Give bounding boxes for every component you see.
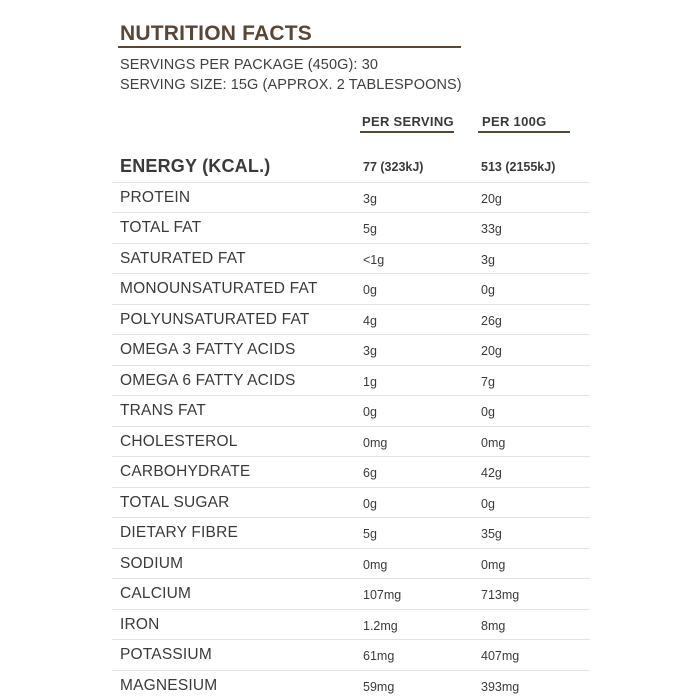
row-label: MONOUNSATURATED FAT (120, 280, 318, 297)
table-row (112, 579, 590, 610)
column-underline-per-serving (360, 131, 454, 133)
column-underline-per-100g (478, 131, 570, 133)
column-header-per-serving: PER SERVING (362, 114, 454, 129)
row-value-per-serving: 5g (363, 222, 377, 236)
table-row (112, 366, 590, 397)
row-value-per-100g: 8mg (481, 618, 506, 633)
row-label: CARBOHYDRATE (120, 463, 251, 480)
row-label: OMEGA 3 FATTY ACIDS (120, 341, 296, 358)
table-row (112, 335, 590, 366)
row-value-per-serving: 4g (363, 313, 377, 328)
row-value-per-100g: 0g (481, 405, 495, 419)
row-value-per-serving: 5g (363, 527, 377, 541)
serving-size: SERVING SIZE: 15G (APPROX. 2 TABLESPOONS) (120, 77, 462, 93)
row-label: DIETARY FIBRE (120, 524, 239, 541)
row-value-per-serving: 0mg (363, 435, 388, 450)
row-value-per-100g: 33g (481, 222, 502, 236)
row-value-per-serving: <1g (363, 252, 385, 267)
row-value-per-100g: 3g (481, 252, 495, 267)
row-label: POLYUNSATURATED FAT (120, 310, 310, 328)
row-value-per-serving: 6g (363, 466, 377, 480)
row-label: IRON (120, 615, 160, 633)
page-title: NUTRITION FACTS (120, 22, 312, 45)
row-value-per-100g: 0mg (481, 435, 506, 450)
row-value-per-serving: 3g (363, 344, 377, 358)
row-label: MAGNESIUM (120, 676, 218, 694)
row-label: TRANS FAT (120, 402, 206, 419)
row-value-per-100g: 713mg (481, 588, 520, 602)
row-label: OMEGA 6 FATTY ACIDS (120, 371, 296, 389)
row-label: CHOLESTEROL (120, 432, 238, 450)
row-value-per-serving: 61mg (363, 649, 395, 663)
servings-per-package: SERVINGS PER PACKAGE (450G): 30 (120, 57, 379, 73)
row-value-per-100g: 7g (481, 374, 495, 389)
row-value-per-serving: 1.2mg (363, 618, 398, 633)
row-value-per-serving: 3g (363, 191, 377, 206)
table-row (112, 610, 590, 641)
table-row (112, 518, 590, 549)
table-row (112, 549, 590, 580)
row-label: PROTEIN (120, 188, 191, 206)
row-value-per-100g: 0g (481, 496, 495, 511)
row-label: ENERGY (KCAL.) (120, 156, 271, 176)
table-row (112, 183, 590, 214)
row-value-per-100g: 35g (481, 527, 502, 541)
row-value-per-serving: 0g (363, 405, 377, 419)
table-row (112, 671, 590, 700)
row-value-per-serving: 0g (363, 283, 377, 297)
row-label: SATURATED FAT (120, 249, 246, 267)
row-value-per-serving: 107mg (363, 588, 402, 602)
row-value-per-100g: 0g (481, 283, 495, 297)
row-label: TOTAL SUGAR (120, 493, 230, 511)
row-value-per-100g: 393mg (481, 679, 520, 694)
row-value-per-100g: 407mg (481, 649, 520, 663)
table-row (112, 640, 590, 671)
table-row (112, 305, 590, 336)
table-row (112, 396, 590, 427)
row-value-per-serving: 77 (323kJ) (363, 160, 424, 174)
row-label: CALCIUM (120, 585, 192, 602)
row-value-per-serving: 59mg (363, 679, 395, 694)
row-label: TOTAL FAT (120, 219, 202, 236)
table-row (112, 213, 590, 244)
table-row (112, 488, 590, 519)
row-value-per-100g: 42g (481, 466, 502, 480)
row-value-per-serving: 1g (363, 374, 377, 389)
row-value-per-serving: 0g (363, 496, 377, 511)
row-value-per-100g: 20g (481, 344, 502, 358)
table-row (112, 274, 590, 305)
row-value-per-100g: 513 (2155kJ) (481, 160, 556, 174)
table-row-energy (112, 152, 590, 183)
title-underline (118, 46, 461, 48)
table-row (112, 427, 590, 458)
column-header-per-100g: PER 100G (482, 114, 547, 129)
nutrition-table (112, 152, 590, 700)
table-row (112, 457, 590, 488)
row-value-per-100g: 26g (481, 313, 502, 328)
table-row (112, 244, 590, 275)
row-label: POTASSIUM (120, 646, 212, 663)
row-value-per-100g: 0mg (481, 557, 506, 572)
row-value-per-serving: 0mg (363, 557, 388, 572)
row-label: SODIUM (120, 554, 184, 572)
row-value-per-100g: 20g (481, 191, 502, 206)
